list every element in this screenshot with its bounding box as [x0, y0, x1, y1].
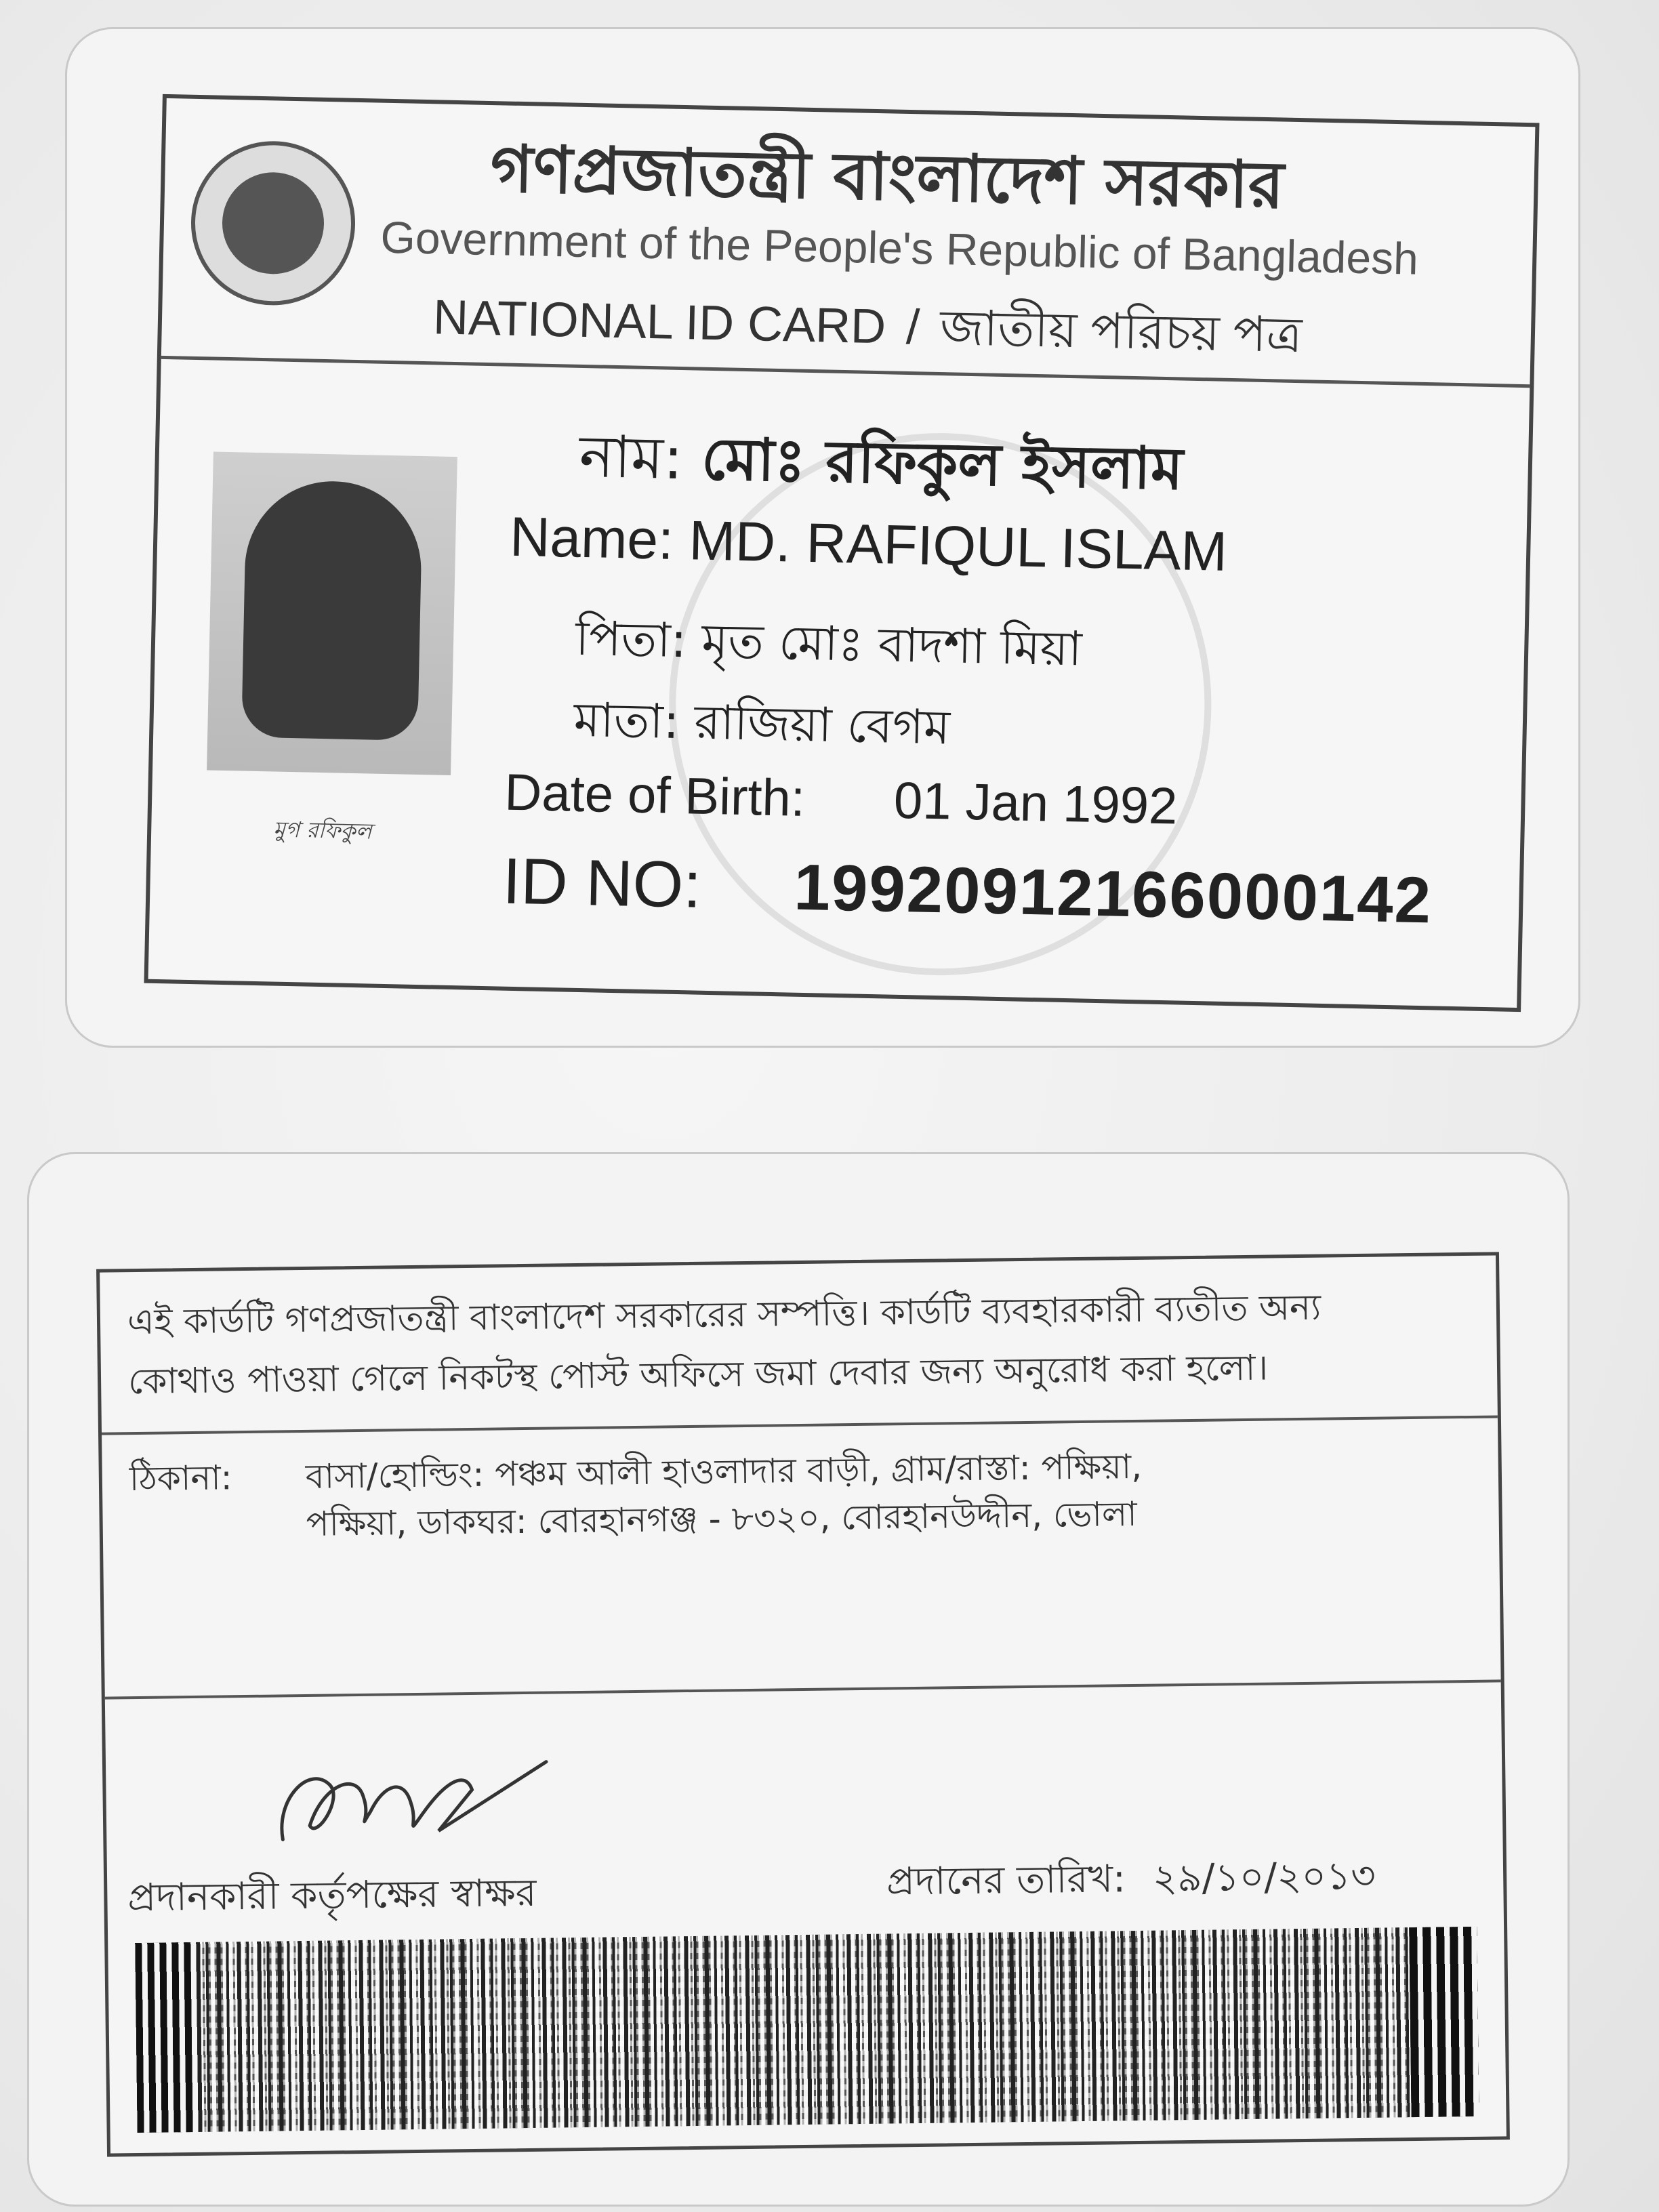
- government-title-bangla: গণপ্রজাতন্ত্রী বাংলাদেশ সরকার: [489, 131, 1285, 224]
- holder-photo: [207, 452, 457, 775]
- photo-silhouette: [241, 480, 423, 741]
- id-number-row: [502, 844, 1433, 939]
- address-line-1: বাসা/হোল্ডিং: পঞ্চম আলী হাওলাদার বাড়ী, গ্রাম/রাস্তা: পক্ষিয়া,: [305, 1446, 1143, 1496]
- nid-card-front: [144, 94, 1539, 1012]
- government-title-english: Government of the People's Republic of Bangladesh: [380, 211, 1419, 284]
- signature-label: প্রদানকারী কর্তৃপক্ষের স্বাক্ষর: [127, 1870, 537, 1921]
- name-bangla-label: নাম:: [578, 422, 684, 493]
- father-value: মৃত মোঃ বাদশা মিয়া: [701, 613, 1083, 677]
- ownership-notice: [100, 1255, 1498, 1435]
- name-bangla-value: মোঃ রফিকুল ইসলাম: [701, 425, 1184, 504]
- card-title-bangla: জাতীয় পরিচয় পত্র: [939, 300, 1303, 363]
- father-label: পিতা:: [575, 610, 688, 669]
- card-title-english: NATIONAL ID CARD: [432, 290, 886, 354]
- issue-date-value: ২৯/১০/২০১৩: [1152, 1853, 1376, 1901]
- dob-label: Date of Birth:: [504, 763, 806, 827]
- issue-date-label: প্রদানের তারিখ:: [886, 1857, 1126, 1904]
- mother-label: মাতা:: [573, 691, 680, 750]
- card-title-separator: /: [905, 300, 920, 355]
- notice-line-2: কোথাও পাওয়া গেলে নিকটস্থ পোস্ট অফিসে জমা দেবার জন্য অনুরোধ করা হলো।: [127, 1347, 1269, 1403]
- name-english-label: Name:: [509, 506, 674, 571]
- card-header: [161, 98, 1536, 388]
- barcode-start-pattern: [135, 1942, 198, 2133]
- name-english-value: MD. RAFIQUL ISLAM: [688, 510, 1228, 583]
- id-number-value: 19920912166000142: [793, 851, 1433, 937]
- dob-value: 01 Jan 1992: [893, 771, 1179, 836]
- authority-signature: [268, 1742, 554, 1860]
- notice-line-1: এই কার্ডটি গণপ্রজাতন্ত্রী বাংলাদেশ সরকারের সম্পত্তি। কার্ডটি ব্যবহারকারী ব্যতীত অন্য: [127, 1287, 1322, 1343]
- address-text: [305, 1439, 1431, 1548]
- nid-card-back: [96, 1252, 1510, 2156]
- card-title: [432, 280, 1303, 380]
- address-line-2: পক্ষিয়া, ডাকঘর: বোরহানগঞ্জ - ৮৩২০, বোরহানউদ্দীন, ভোলা: [306, 1494, 1138, 1544]
- barcode-end-pattern: [1409, 1927, 1479, 2117]
- address-label: ঠিকানা:: [129, 1458, 232, 1499]
- address-block: [102, 1418, 1501, 1699]
- pdf417-barcode: [135, 1927, 1479, 2133]
- id-number-label: ID NO:: [501, 844, 703, 922]
- mother-value: রাজিয়া বেগম: [693, 694, 951, 756]
- holder-signature: মুগ রফিকুল: [272, 816, 372, 844]
- name-bangla-row: [578, 412, 1184, 522]
- emblem-center: [221, 171, 325, 275]
- issue-date: [886, 1847, 1376, 1917]
- government-emblem-icon: [190, 140, 357, 307]
- father-row: [575, 602, 1083, 692]
- mother-row: [573, 683, 951, 771]
